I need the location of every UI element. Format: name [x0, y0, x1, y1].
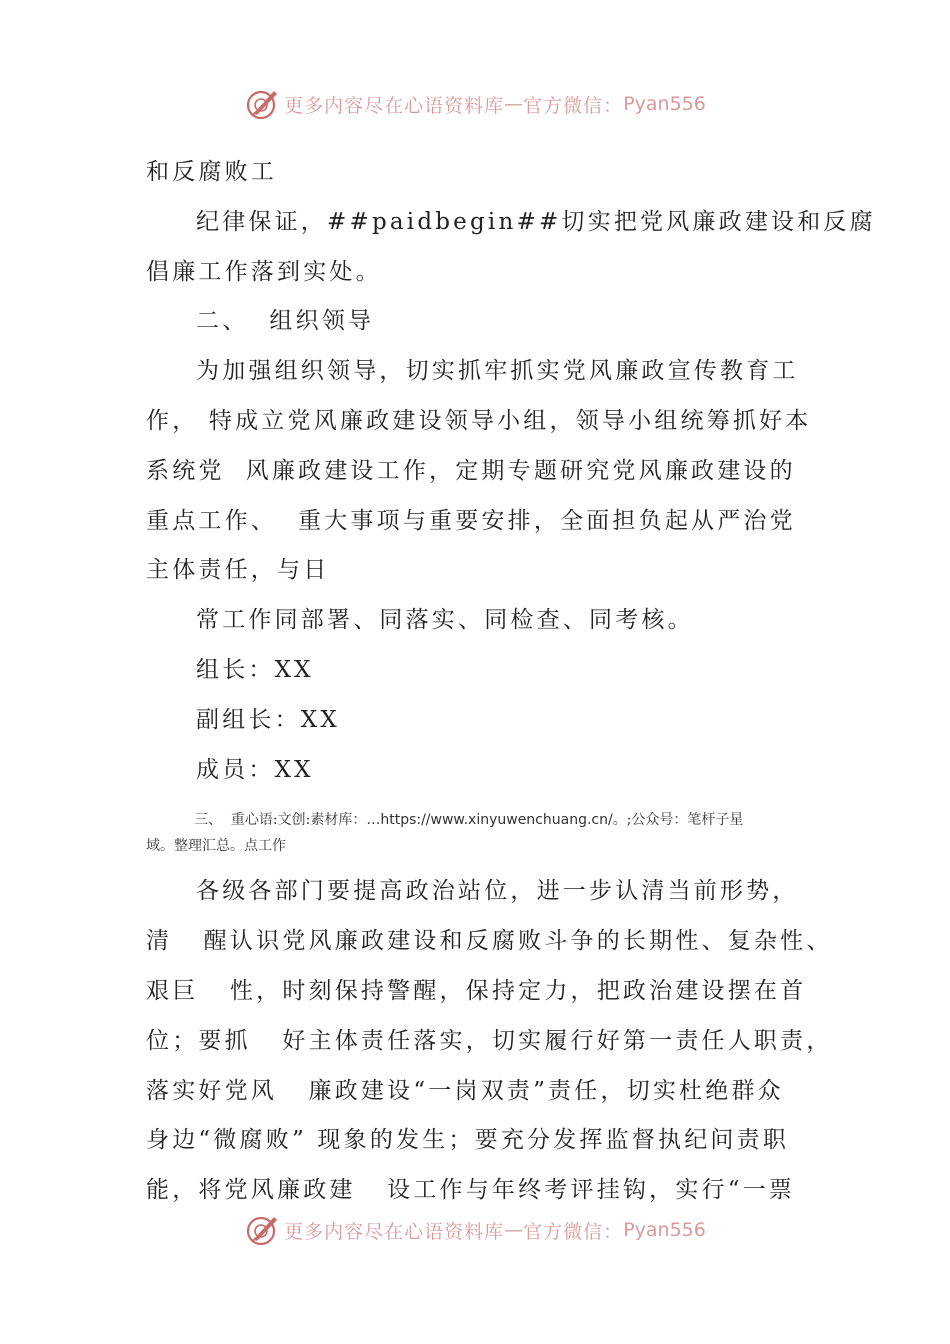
text-line: 重点工作、 重大事项与重要安排，全面担负起从严治党 — [146, 507, 796, 534]
text-line: 和反腐败工 — [146, 159, 277, 185]
text-line: 清 醒认识党风廉政建设和反腐败斗争的长期性、复杂性、 — [146, 928, 833, 955]
text-line: 位；要抓 好主体责任落实，切实履行好第一责任人职责， — [146, 1027, 833, 1054]
text-line: 能，将党风廉政建 设工作与年终考评挂钩，实行“一票 — [146, 1177, 796, 1204]
quill-logo-icon — [244, 1212, 280, 1248]
section-heading: 二、 组织领导 — [196, 308, 375, 335]
banner-label: 官方微信： — [523, 1220, 624, 1243]
text-line: 常工作同部署、同落实、同检查、同考核。 — [196, 607, 694, 634]
banner-label: 官方微信： — [523, 94, 624, 117]
text-line: 落实好党风 廉政建设“一岗双责”责任，切实杜绝群众 — [146, 1077, 784, 1104]
leader-line: 组长：XX — [196, 656, 314, 683]
note-url: https://www.xinyuwenchuang.cn/ — [380, 812, 613, 829]
note-prefix: 三、 重心语:文创:素材库：… — [194, 812, 381, 829]
text-line: 系统党 风廉政建设工作，定期专题研究党风廉政建设的 — [146, 457, 796, 484]
members-line: 成员：XX — [196, 756, 314, 783]
footer-banner — [0, 1210, 950, 1250]
deputy-leader-line: 副组长：XX — [196, 706, 340, 733]
banner-wechat-id: Pyan556 — [623, 93, 706, 115]
text-line: 倡廉工作落到实处。 — [146, 258, 382, 285]
text-line: 各级各部门要提高政治站位，进一步认清当前形势， — [196, 878, 799, 905]
text-line: 身边“微腐败” 现象的发生；要充分发挥监督执纪问责职 — [146, 1127, 790, 1154]
note-line — [146, 807, 826, 833]
banner-separator: — — [504, 93, 524, 115]
quill-logo-icon — [244, 86, 280, 122]
text-line: 作， 特成立党风廉政建设领导小组，领导小组统筹抓好本 — [146, 407, 812, 434]
text-line: 艰巨 性，时刻保持警醒，保持定力，把政治建设摆在首 — [146, 977, 807, 1004]
note-suffix: 。;公众号：笔杆子星 — [612, 812, 744, 829]
note-line: 域。整理汇总。点工作 — [146, 838, 286, 855]
banner-text: 更多内容尽在心语资料库 — [284, 1220, 505, 1243]
header-banner — [0, 84, 950, 124]
text-line: 主体责任，与日 — [146, 557, 330, 584]
banner-separator: — — [504, 1219, 524, 1241]
banner-wechat-id: Pyan556 — [623, 1219, 706, 1241]
document-body — [146, 148, 876, 1216]
watermark-note — [146, 795, 826, 867]
text-line: 纪律保证，##paidbegin##切实把党风廉政建设和反腐 — [196, 208, 876, 235]
text-line: 为加强组织领导，切实抓牢抓实党风廉政宣传教育工 — [196, 358, 799, 385]
banner-text: 更多内容尽在心语资料库 — [284, 94, 505, 117]
